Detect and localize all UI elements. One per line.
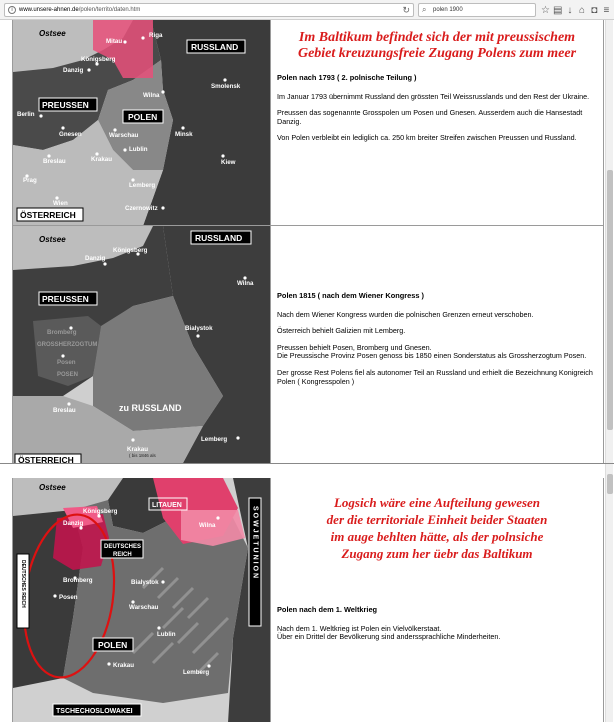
city-label: Warschau (109, 132, 139, 139)
section-title: Polen nach dem 1. Weltkrieg (277, 605, 378, 614)
map-1815-image (13, 226, 271, 463)
city-label: Danzig (63, 67, 84, 74)
scrollbar[interactable] (605, 20, 613, 463)
browser-screenshot-bottom (0, 463, 614, 722)
search-text: polen 1900 (433, 7, 463, 13)
city-label: Krakau (127, 446, 148, 453)
city-label: Minsk (175, 131, 193, 138)
city-label: Lemberg (183, 669, 210, 676)
city-label: Smolensk (211, 83, 241, 90)
scrollbar-thumb[interactable] (607, 170, 613, 430)
city-label: Prag (23, 177, 37, 184)
region-label-tschechoslowakei: TSCHECHOSLOWAKEI (56, 708, 133, 715)
search-icon: ⌕ (422, 5, 427, 14)
map-1793 (13, 20, 271, 225)
annotation-headline: Im Baltikum befindet sich der mit preussischem Gebiet kreuzungsfreie Zugang Polens zum meer (297, 30, 577, 61)
city-label: Königsberg (83, 508, 118, 515)
city-label: Krakau (113, 662, 134, 669)
scrollbar[interactable] (605, 464, 613, 722)
city-label: Lublin (157, 631, 176, 638)
city-label: Danzig (63, 520, 84, 527)
sea-label: Ostsee (39, 235, 66, 244)
city-label: Bromberg (63, 577, 93, 584)
city-label: Bialystok (131, 579, 159, 586)
city-label: Wilna (237, 280, 254, 287)
url-host: www.unsere-ahnen.de (19, 7, 79, 13)
paragraph: Preussen das sogenannte Grosspolen um Posen und Gnesen. Ausserdem auch die Hansestadt Danzig. (277, 108, 583, 126)
city-label: Wien (53, 200, 68, 207)
city-label: Riga (149, 32, 163, 39)
city-label: Königsberg (81, 56, 116, 63)
region-label-litauen: LITAUEN (152, 502, 182, 509)
home-icon[interactable]: ⌂ (579, 4, 586, 16)
region-label-deutsches-reich: DEUTSCHES (104, 544, 142, 550)
bookmark-star-icon[interactable]: ☆ (541, 4, 550, 16)
region-label-preussen: PREUSSEN (42, 294, 89, 304)
region-label-grossherzogtum: GROSSHERZOGTUM (37, 342, 98, 348)
map-1919 (13, 478, 271, 722)
map-1919-image (13, 478, 271, 722)
city-label: Bromberg (47, 329, 77, 336)
region-label-oesterreich: ÖSTERREICH (18, 455, 74, 463)
region-label-polen: POLEN (98, 640, 128, 650)
region-label-preussen: PREUSSEN (42, 100, 89, 110)
city-label: Danzig (85, 255, 106, 262)
city-label: Warschau (129, 604, 159, 611)
region-label-russland: RUSSLAND (191, 42, 239, 52)
city-label: Wilna (143, 92, 160, 99)
region-label-zu-russland: zu RUSSLAND (119, 403, 182, 413)
region-label-russland: RUSSLAND (195, 233, 243, 243)
menu-icon[interactable]: ≡ (603, 4, 610, 16)
text-cell-1919 (271, 478, 603, 722)
paragraph: Im Januar 1793 übernimmt Russland den grössten Teil Weissrusslands und den Rest der Ukraine. (277, 91, 590, 101)
city-label: Mitau (106, 38, 123, 45)
paragraph: Die Preussische Provinz Posen genoss bis 1850 einen Sonderstatus als Grossherzogtum Posen. (277, 351, 587, 361)
sea-label: Ostsee (39, 29, 66, 38)
content-table (12, 20, 604, 463)
region-label-oesterreich: ÖSTERREICH (20, 210, 76, 220)
krakau-note: ( bis 1846 als (129, 453, 156, 458)
table-row (13, 20, 603, 226)
city-label: Breslau (53, 407, 76, 414)
text-cell-1815 (271, 226, 603, 463)
city-label: Lemberg (129, 182, 156, 189)
download-icon[interactable]: ↓ (567, 4, 573, 16)
city-label: Czernowitz (125, 205, 158, 212)
paragraph: Der grosse Rest Polens fiel als autonomer Teil an Russland und erhielt die Bezeichnung Konigreich Polen ( Kongresspolen ) (277, 367, 593, 386)
sea-label: Ostsee (39, 483, 66, 492)
city-label: Lemberg (201, 436, 228, 443)
paragraph: Über ein Drittel der Bevölkerung sind anderssprachliche Minderheiten. (277, 632, 501, 642)
paragraph: Preussen behielt Posen, Bromberg und Gnesen. (277, 342, 432, 352)
section-title: Polen 1815 ( nach dem Wiener Kongress ) (277, 291, 424, 300)
region-label-reich: REICH (113, 552, 132, 558)
toolbar-icons (540, 2, 612, 18)
text-cell-1793 (271, 20, 603, 225)
address-bar[interactable] (4, 3, 414, 17)
city-label: Königsberg (113, 247, 148, 254)
annotation-headline: Logsich wäre eine Aufteilung gewesen der die territoriale Einheit beider Staaten im auge behlten hätte, als der polnsiche Zugang zum her üebr das Baltikum (326, 495, 548, 561)
region-label-deutsches-reich-vertical: DEUTSCHES REICH (20, 560, 26, 608)
city-label: Wilna (199, 522, 216, 529)
city-label: Lublin (129, 146, 148, 153)
table-row (13, 478, 603, 722)
info-icon[interactable]: i (8, 6, 16, 14)
paragraph: Österreich behielt Galizien mit Lemberg. (277, 326, 406, 336)
reload-icon[interactable]: ↻ (402, 5, 410, 15)
city-label: Bialystok (185, 325, 213, 332)
paragraph: Nach dem Wiener Kongress wurden die polnischen Grenzen erneut verschoben. (277, 309, 534, 319)
city-label: Breslau (43, 158, 66, 165)
url-path: /polen/territo/daten.htm (78, 7, 141, 13)
region-label-sowjetunion: SOWJETUNION (251, 506, 259, 581)
scrollbar-thumb[interactable] (607, 474, 613, 494)
city-label: Krakau (91, 156, 112, 163)
city-label: Posen (59, 594, 78, 601)
content-table (12, 478, 604, 722)
search-bar[interactable] (418, 3, 536, 17)
browser-toolbar (0, 0, 614, 20)
table-row (13, 226, 603, 463)
section-title: Polen nach 1793 ( 2. polnische Teilung ) (277, 73, 417, 82)
city-label: Gnesen (59, 131, 82, 138)
region-label-posen: POSEN (57, 372, 79, 378)
reading-list-icon[interactable]: ▤ (552, 4, 563, 16)
map-1793-image (13, 20, 271, 225)
city-label: Kiew (221, 159, 236, 166)
city-label: Berlin (17, 111, 35, 118)
map-1815 (13, 226, 271, 463)
city-label: Posen (57, 359, 76, 366)
paragraph: Von Polen verbleibt ein lediglich ca. 250 km breiter Streifen zwischen Preussen und Russland. (277, 133, 577, 143)
region-label-polen: POLEN (128, 112, 158, 122)
pocket-icon[interactable]: ◘ (591, 4, 598, 16)
paragraph: Nach dem 1. Weltkrieg ist Polen ein Vielvölkerstaat. (277, 623, 442, 633)
